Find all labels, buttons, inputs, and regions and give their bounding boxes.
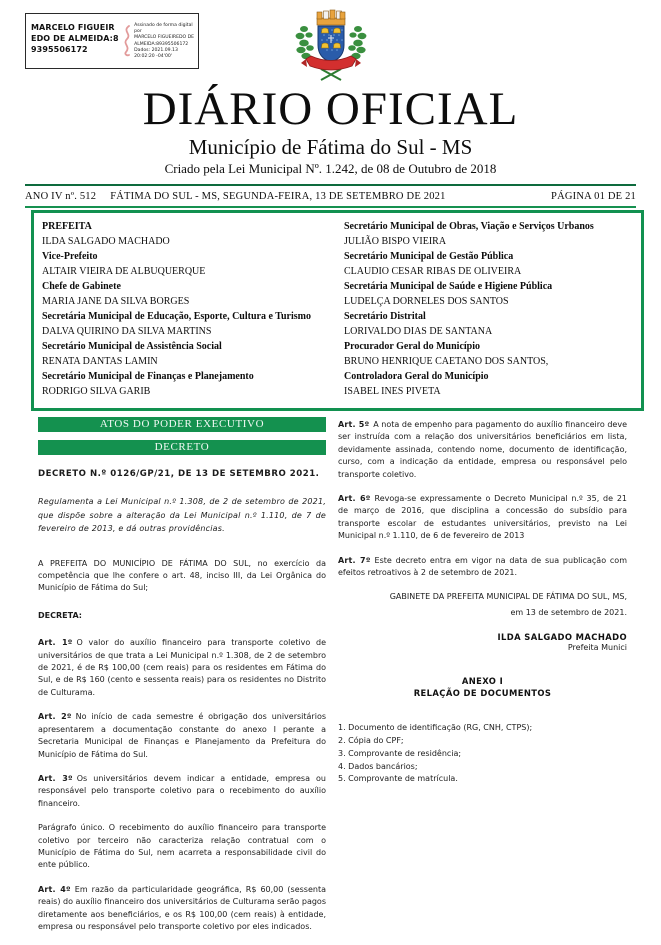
official-name: RENATA DANTAS LAMIN: [42, 356, 158, 367]
officials-column-left: [42, 219, 331, 402]
official-role: Controladora Geral do Município: [344, 371, 489, 382]
signature-detail-line: MARCELO FIGUEIREDO DE: [134, 35, 195, 41]
official-role: Secretária Municipal de Saúde e Higiene Pública: [344, 281, 553, 292]
official-name: CLAUDIO CESAR RIBAS DE OLIVEIRA: [344, 266, 522, 277]
issue-info-bar: [25, 184, 636, 208]
article-text: Os universitários devem indicar a entidade, empresa ou responsável pelo transporte coletivo para o recebimento do auxílio financeiro.: [38, 773, 326, 808]
annex-title: [338, 675, 627, 699]
article-number: Art. 3º: [38, 773, 73, 783]
official-role: PREFEITA: [42, 221, 92, 232]
signature-detail-line: ALMEIDA:89395506172: [134, 41, 189, 47]
decree-enacts-label: DECRETA:: [38, 610, 82, 620]
decree-title: DECRETO N.º 0126/GP/21, DE 13 DE SETEMBRO 2021.: [38, 469, 320, 479]
article-number: Art. 2º: [38, 712, 72, 722]
municipal-coat-of-arms: [292, 7, 370, 83]
official-name: ILDA SALGADO MACHADO: [42, 236, 170, 247]
issue-date: FÁTIMA DO SUL - MS, SEGUNDA-FEIRA, 13 DE SETEMBRO DE 2021: [110, 190, 446, 202]
official-name: LUDELÇA DORNELES DOS SANTOS: [344, 296, 509, 307]
annex-document-list: [338, 722, 627, 786]
signature-flourish-icon: [120, 24, 134, 58]
decree-sole-paragraph: [38, 822, 326, 872]
cabinet-closing-date: em 13 de setembro de 2021.: [510, 607, 627, 617]
decree-article-5: [338, 419, 627, 481]
issue-edition: ANO IV nº. 512: [25, 190, 97, 202]
official-role: Secretária Municipal de Educação, Esporte, Cultura e Turismo: [42, 311, 311, 322]
official-role: Secretário Distrital: [344, 311, 426, 322]
decree-preamble: A PREFEITA DO MUNICÍPIO DE FÁTIMA DO SUL, no exercício da competência que lhe confere o art. 48, inciso III, da Lei Orgânica do Município de Fátima do Sul;: [38, 558, 326, 593]
decree-article-6: [338, 493, 627, 543]
decree-article-4: [38, 884, 326, 934]
signature-details: [134, 14, 198, 60]
signature-detail-line: Assinado de forma digital por: [134, 23, 193, 35]
decree-column-right: [338, 419, 627, 786]
official-role: Procurador Geral do Município: [344, 341, 481, 352]
official-name: DALVA QUIRINO DA SILVA MARTINS: [42, 326, 212, 337]
article-text: O valor do auxílio financeiro para transporte coletivo de universitários de que trata a Lei Municipal n.º 1.308, de 2 de setembro de 2021, é de R$ 100,00 (cem reais) para os residentes em Fátima do Sul, e de R$ 160 (cento e sessenta reais) para os residentes no Distrito de Culturama.: [38, 638, 326, 697]
annex-document-item: 2. Cópia do CPF;: [338, 736, 404, 746]
annex-title-line2: RELAÇÃO DE DOCUMENTOS: [413, 688, 552, 699]
article-text: Em razão da particularidade geográfica, R$ 60,00 (sessenta reais) do auxílio financeiro dos universitários de Culturama serão pagos diretamente aos beneficiários, e os R$ 100,00 (cem reais) à entidade, empresa ou responsável pelo transporte coletivo por eles indicados.: [38, 884, 326, 931]
decree-article-1: [38, 637, 326, 699]
decree-column-left: [38, 468, 326, 945]
signature-detail-line: Dados: 2021.09.13 20:02:20 -04'00': [134, 47, 178, 60]
official-name: MARIA JANE DA SILVA BORGES: [42, 296, 190, 307]
official-name: LORIVALDO DIAS DE SANTANA: [344, 326, 493, 337]
decree-article-7: [338, 555, 627, 580]
gazette-subtitle: Município de Fátima do Sul - MS: [188, 135, 473, 159]
article-text: A nota de empenho para pagamento do auxílio financeiro deve ser instruída com a relação dos universitários beneficiários em lista, devidamente assinada, contendo nome, documento de identificação, curso, com a indicação da entidade, empresa ou responsável pelo transporte coletivo.: [338, 420, 628, 479]
article-number: Art. 1º: [38, 638, 73, 648]
mayor-signature-name: ILDA SALGADO MACHADO: [497, 632, 627, 643]
section-header-executive-acts: ATOS DO PODER EXECUTIVO: [38, 417, 326, 432]
annex-title-line1: ANEXO I: [461, 676, 504, 687]
gazette-tagline: Criado pela Lei Municipal Nº. 1.242, de 08 de Outubro de 2018: [164, 161, 497, 176]
official-name: JULIÃO BISPO VIEIRA: [344, 236, 447, 247]
article-text: Revoga-se expressamente o Decreto Municipal n.º 35, de 21 de março de 2016, que disciplina a concessão do subsídio para transporte escolar de estudantes universitários, previsto na Lei Municipal n.º 1.110, de 6 de fevereiro de 2013: [338, 494, 628, 541]
article-number: Art. 6º: [338, 494, 371, 504]
article-number: Art. 7º: [338, 555, 371, 565]
official-role: Vice-Prefeito: [42, 251, 98, 262]
officials-column-right: [344, 219, 633, 402]
article-number: Art. 4º: [38, 884, 71, 894]
article-text: No início de cada semestre é obrigação dos universitários apresentarem a documentação constante do anexo I perante a Secretaria Municipal de Finanças e Planejamento da Prefeitura do Município de Fátima do Sul.: [38, 712, 327, 759]
official-role: Chefe de Gabinete: [42, 281, 121, 292]
annex-document-item: 5. Comprovante de matrícula.: [338, 774, 458, 784]
article-number: Art. 5º: [338, 420, 370, 429]
official-role: Secretário Municipal de Finanças e Planejamento: [42, 371, 254, 382]
issue-page-number: PÁGINA 01 DE 21: [551, 190, 636, 202]
official-name: BRUNO HENRIQUE CAETANO DOS SANTOS,: [344, 356, 549, 367]
official-role: Secretário Municipal de Obras, Viação e Serviços Urbanos: [344, 221, 594, 232]
decree-summary: Regulamenta a Lei Municipal n.º 1.308, de 2 de setembro de 2021, que dispõe sobre a alteração da Lei Municipal n.º 1.110, de 7 de fevereiro de 2013, e dá outras providências.: [38, 497, 326, 534]
officials-box: [31, 210, 644, 411]
digital-signature-stamp: [25, 13, 199, 69]
mayor-signature-role: Prefeita Munici: [567, 643, 627, 653]
decree-article-2: [38, 711, 326, 761]
official-role: Secretário Municipal de Assistência Social: [42, 341, 222, 352]
official-name: RODRIGO SILVA GARIB: [42, 386, 151, 397]
section-header-decree: DECRETO: [38, 440, 326, 455]
annex-document-item: 4. Dados bancários;: [338, 761, 418, 771]
annex-document-item: 1. Documento de identificação (RG, CNH, CTPS);: [338, 723, 533, 733]
official-name: ALTAIR VIEIRA DE ALBUQUERQUE: [42, 266, 206, 277]
signature-signer-name: MARCELO FIGUEIREDO DE ALMEIDA:89395506172: [31, 23, 119, 54]
annex-document-item: 3. Comprovante de residência;: [338, 748, 462, 758]
gazette-title: DIÁRIO OFICIAL: [142, 83, 519, 135]
cabinet-closing-line: GABINETE DA PREFEITA MUNICIPAL DE FÁTIMA DO SUL, MS,: [389, 592, 627, 602]
official-role: Secretário Municipal de Gestão Pública: [344, 251, 514, 262]
paragraph-text: Parágrafo único. O recebimento do auxílio financeiro para transporte coletivo por terceiro não caracteriza relação contratual com o Município de Fátima do Sul, nem acarreta a responsabilidade civil do ente público.: [38, 823, 326, 870]
masthead: [0, 84, 661, 177]
decree-article-3: [38, 773, 326, 810]
official-name: ISABEL INES PIVETA: [344, 386, 441, 397]
article-text: Este decreto entra em vigor na data de sua publicação com efeitos retroativos à 2 de setembro de 2021.: [338, 555, 627, 578]
